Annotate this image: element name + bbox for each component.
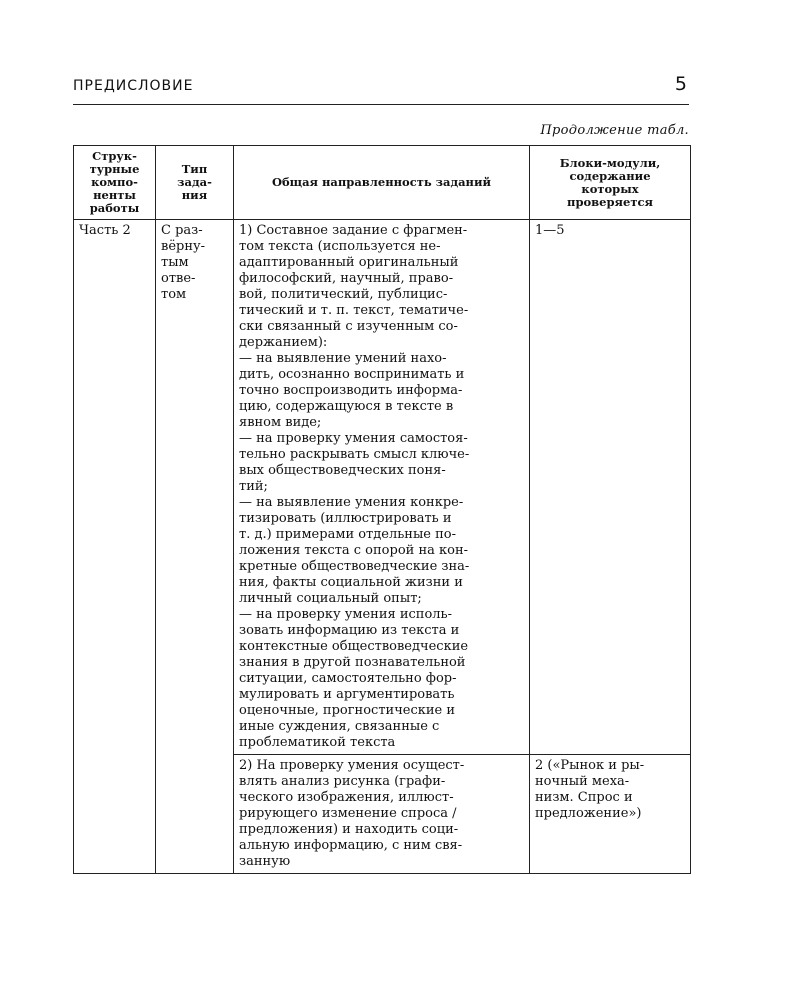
section-title: ПРЕДИСЛОВИЕ — [73, 78, 194, 94]
text-line: влять анализ рисунка (графи- — [239, 774, 446, 789]
text-line: ческого изображения, иллюст- — [239, 790, 454, 805]
text-line: ситуации, самостоятельно фор- — [239, 671, 457, 686]
text-line: философский, научный, право- — [239, 271, 454, 286]
column-header-task-type — [156, 146, 234, 220]
text-line: — на проверку умения исполь- — [239, 607, 453, 622]
column-header-components — [74, 146, 156, 220]
text-line: 1) Составное задание с фрагмен- — [239, 223, 468, 238]
text-line: Тип — [181, 162, 208, 176]
text-line: компо- — [91, 175, 138, 189]
text-line: адаптированный оригинальный — [239, 255, 459, 270]
text-line: С раз- — [161, 223, 203, 238]
text-line: дить, осознанно воспринимать и — [239, 367, 465, 382]
task-type-cell — [156, 220, 234, 874]
table-header-row — [74, 146, 691, 220]
text-line: ния — [181, 188, 208, 202]
text-line: кретные обществоведческие зна- — [239, 559, 470, 574]
text-line: — на выявление умения конкре- — [239, 495, 464, 510]
text-line: мулировать и аргументировать — [239, 687, 455, 702]
text-line: тым — [161, 255, 189, 270]
text-line: проверяется — [567, 194, 653, 209]
text-line: работы — [89, 201, 140, 215]
text-line: Общая направленность заданий — [271, 175, 492, 189]
text-line: личный социальный опыт; — [239, 591, 422, 606]
text-line: том текста (используется не- — [239, 239, 441, 254]
text-line: цию, содержащуюся в тексте в — [239, 399, 454, 414]
modules-cell: 1—5 — [530, 220, 691, 755]
text-line: контекстные обществоведческие — [239, 639, 469, 654]
modules-cell — [530, 755, 691, 874]
content-table — [73, 145, 691, 874]
text-line: которых — [581, 181, 639, 196]
text-line: явном виде; — [239, 415, 322, 430]
text-line: занную — [239, 854, 291, 869]
text-line: зовать информацию из текста и — [239, 623, 460, 638]
text-line: ски связанный с изученным со- — [239, 319, 458, 334]
page-number: 5 — [674, 73, 687, 95]
text-line: том — [161, 287, 187, 302]
table-row — [74, 220, 691, 755]
text-line: 2 («Рынок и ры- — [535, 758, 645, 773]
text-line: ночный меха- — [535, 774, 630, 789]
column-header-direction — [234, 146, 530, 220]
description-cell — [234, 220, 530, 755]
text-line: тизировать (иллюстрировать и — [239, 511, 452, 526]
text-line: ния, факты социальной жизни и — [239, 575, 463, 590]
text-line: турные — [89, 162, 140, 176]
text-line: — на проверку умения самостоя- — [239, 431, 468, 446]
text-line: держанием): — [239, 335, 328, 350]
text-line: иные суждения, связанные с — [239, 719, 440, 734]
text-line: предложения) и находить соци- — [239, 822, 459, 837]
text-line: вой, политический, публицис- — [239, 287, 448, 302]
text-line: вых обществоведческих поня- — [239, 463, 446, 478]
text-line: содержание — [569, 168, 651, 183]
text-line: Струк- — [92, 149, 137, 163]
text-line: знания в другой познавательной — [239, 655, 466, 670]
text-line: — на выявление умений нахо- — [239, 351, 447, 366]
text-line: ложения текста с опорой на кон- — [239, 543, 468, 558]
text-line: Блоки-модули, — [559, 155, 661, 170]
text-line: тический и т. п. текст, тематиче- — [239, 303, 469, 318]
running-header — [73, 72, 689, 105]
text-line: т. д.) примерами отдельные по- — [239, 527, 457, 542]
text-line: рирующего изменение спроса / — [239, 806, 457, 821]
text-line: проблематикой текста — [239, 735, 396, 750]
text-line: тельно раскрывать смысл ключе- — [239, 447, 470, 462]
text-line: предложение») — [535, 806, 642, 821]
text-line: альную информацию, с ним свя- — [239, 838, 463, 853]
text-line: вёрну- — [161, 239, 206, 254]
text-line: тий; — [239, 479, 268, 494]
text-line: ненты — [93, 188, 136, 202]
description-cell — [234, 755, 530, 874]
text-line: отве- — [161, 271, 196, 286]
component-cell: Часть 2 — [74, 220, 156, 874]
table-continuation-note: Продолжение табл. — [540, 123, 689, 138]
column-header-modules — [530, 146, 691, 220]
text-line: оценочные, прогностические и — [239, 703, 456, 718]
text-line: 2) На проверку умения осущест- — [239, 758, 465, 773]
text-line: зада- — [177, 175, 212, 189]
text-line: точно воспроизводить информа- — [239, 383, 463, 398]
text-line: низм. Спрос и — [535, 790, 633, 805]
